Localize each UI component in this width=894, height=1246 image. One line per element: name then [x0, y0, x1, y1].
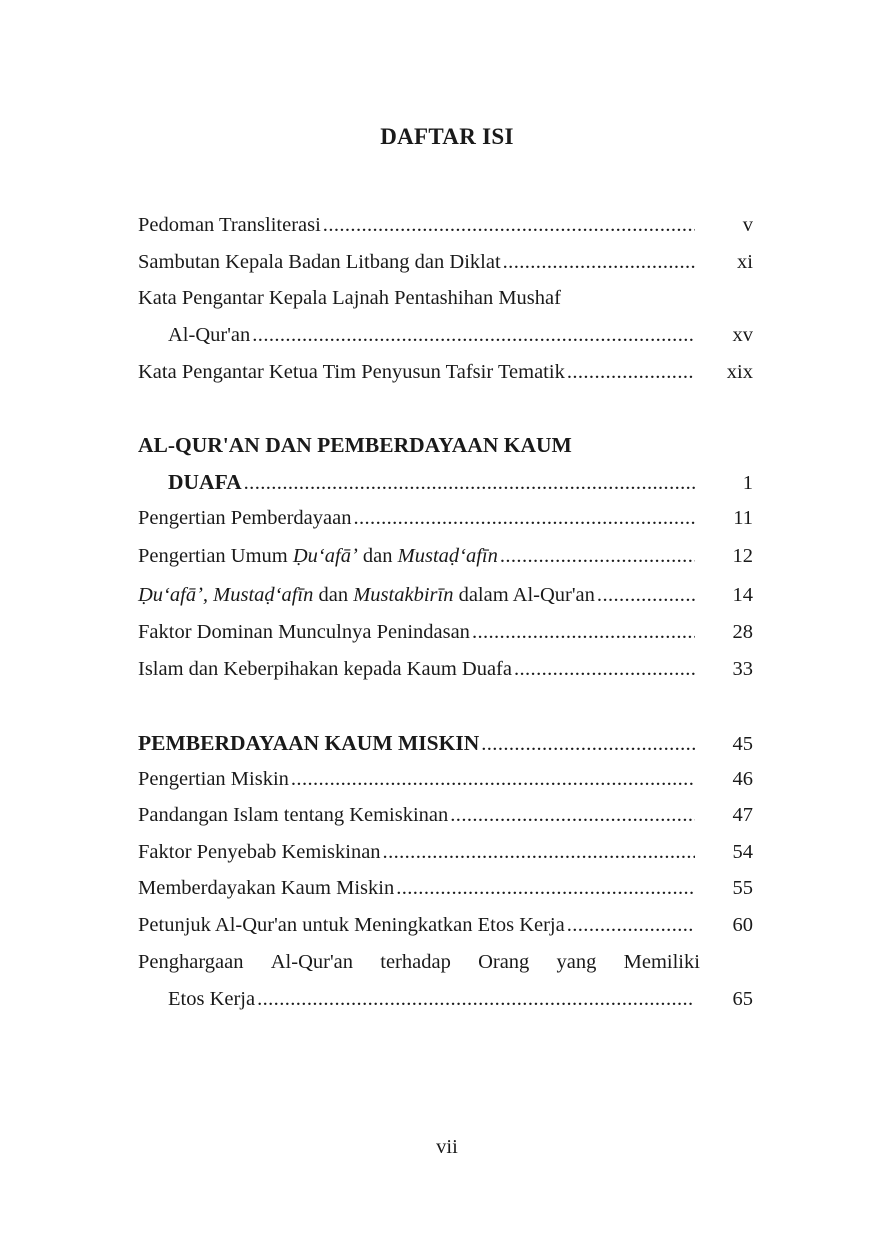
toc-entry-transliterasi[interactable]: Pedoman Transliterasi ..... v — [138, 214, 753, 248]
leader-dots — [514, 658, 695, 681]
leader-dots — [244, 472, 695, 495]
toc-entry-penghargaan[interactable]: Etos Kerja ..... 65 — [168, 988, 753, 1022]
toc-entry-petunjuk[interactable]: Petunjuk Al-Qur'an untuk Meningkatkan Etos Kerja ..... 60 — [138, 914, 753, 948]
toc-entry-islam-keberpihakan[interactable]: Islam dan Keberpihakan kepada Kaum Duafa ..... 33 — [138, 658, 753, 692]
toc-page-number: 45 — [732, 733, 753, 755]
leader-dots — [257, 988, 695, 1011]
leader-dots — [567, 914, 695, 937]
toc-entry-faktor-penyebab[interactable]: Faktor Penyebab Kemiskinan ..... 54 — [138, 841, 753, 875]
toc-entry-kata-pengantar-lajnah[interactable]: Al-Qur'an ..... xv — [168, 324, 753, 358]
leader-dots — [291, 768, 695, 791]
toc-entry-pengertian-pemberdayaan[interactable]: Pengertian Pemberdayaan ..... 11 — [138, 507, 753, 541]
toc-page-number: 46 — [732, 768, 753, 790]
toc-entry-pandangan-islam[interactable]: Pandangan Islam tentang Kemiskinan ..... 47 — [138, 804, 753, 838]
toc-page-number: 28 — [732, 621, 753, 643]
toc-entry-pengertian-miskin[interactable]: Pengertian Miskin ..... 46 — [138, 768, 753, 802]
toc-page-number: 60 — [732, 914, 753, 936]
chapter1-heading-line1[interactable]: AL-QUR'AN DAN PEMBERDAYAAN KAUM — [138, 433, 572, 457]
toc-page-number: v — [742, 214, 753, 236]
leader-dots — [323, 214, 695, 237]
toc-page-number: 1 — [742, 472, 753, 494]
toc-page-number: xix — [726, 361, 753, 383]
toc-entry-faktor-dominan[interactable]: Faktor Dominan Munculnya Penindasan ..... 28 — [138, 621, 753, 655]
toc-page-number: 47 — [732, 804, 753, 826]
chapter1-heading[interactable]: DUAFA ..... 1 — [168, 470, 753, 504]
toc-page-number: 54 — [732, 841, 753, 863]
leader-dots — [503, 251, 695, 274]
toc-page-number: 14 — [732, 584, 753, 606]
leader-dots — [481, 733, 695, 756]
toc-entry-duafa-dalam-quran[interactable]: Ḍuʻafāʼ, Mustaḍʻafīn dan Mustakbirīn dalam Al-Qur'an ..... 14 — [138, 584, 753, 618]
leader-dots — [567, 361, 695, 384]
toc-entry-sambutan[interactable]: Sambutan Kepala Badan Litbang dan Diklat ..... xi — [138, 251, 753, 285]
toc-page-number: 11 — [733, 507, 753, 529]
toc-entry-penghargaan-line1[interactable]: Penghargaan Al-Qur'an terhadap Orang yang Memiliki — [138, 951, 700, 973]
leader-dots — [396, 877, 695, 900]
toc-entry-pengertian-umum[interactable]: Pengertian Umum Ḍuʻafāʼ dan Mustaḍʻafīn ..... 12 — [138, 545, 753, 579]
leader-dots — [472, 621, 695, 644]
leader-dots — [450, 804, 695, 827]
toc-page-number: 55 — [732, 877, 753, 899]
leader-dots — [252, 324, 695, 347]
chapter2-heading[interactable]: PEMBERDAYAAN KAUM MISKIN ..... 45 — [138, 731, 753, 765]
page-number: vii — [436, 1136, 458, 1158]
toc-entry-kata-pengantar-ketua[interactable]: Kata Pengantar Ketua Tim Penyusun Tafsir Tematik ..... xix — [138, 361, 753, 395]
toc-page-number: 33 — [732, 658, 753, 680]
toc-page-number: 65 — [732, 988, 753, 1010]
leader-dots — [500, 545, 695, 568]
leader-dots — [597, 584, 695, 607]
toc-page-number: 12 — [732, 545, 753, 567]
toc-entry-memberdayakan[interactable]: Memberdayakan Kaum Miskin ..... 55 — [138, 877, 753, 911]
leader-dots — [383, 841, 695, 864]
page-title: DAFTAR ISI — [380, 124, 514, 149]
toc-entry-kata-pengantar-lajnah-line1[interactable]: Kata Pengantar Kepala Lajnah Pentashihan Mushaf — [138, 287, 561, 309]
toc-page-number: xi — [737, 251, 753, 273]
toc-page-number: xv — [732, 324, 753, 346]
leader-dots — [353, 507, 695, 530]
